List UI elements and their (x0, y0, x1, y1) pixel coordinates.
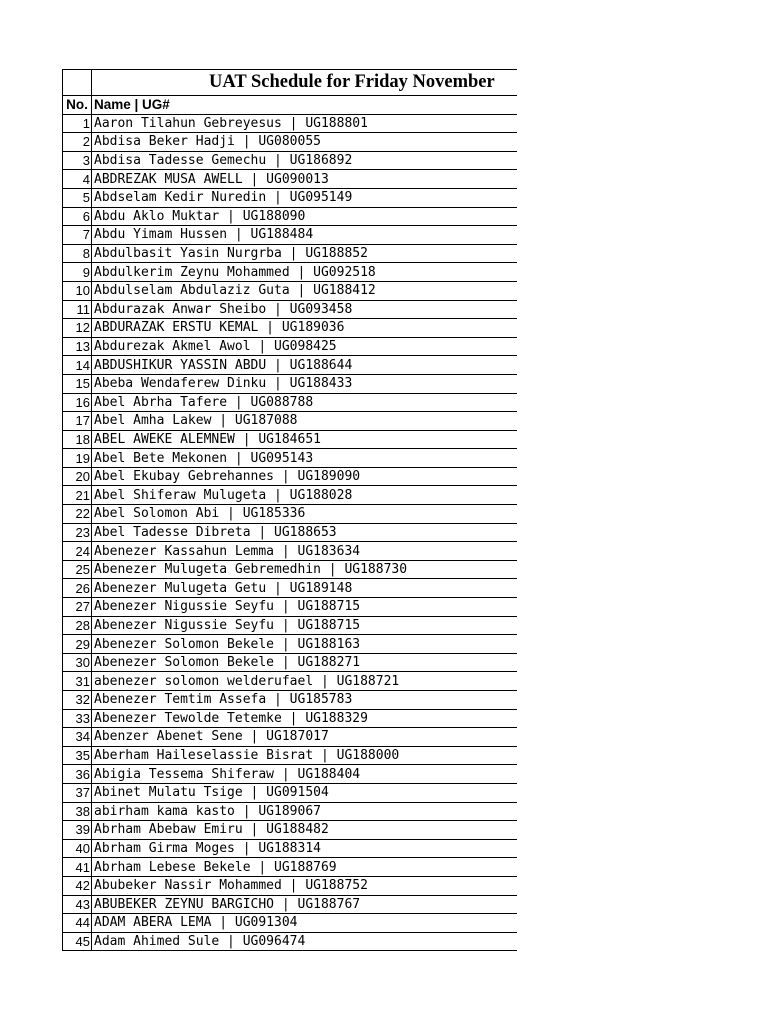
title-corner-cell (63, 70, 92, 96)
student-name-ug: Abubeker Nassir Mohammed | UG188752 (92, 876, 518, 895)
title-row (63, 70, 518, 96)
row-number: 43 (63, 895, 92, 914)
row-number: 22 (63, 505, 92, 524)
row-number: 20 (63, 467, 92, 486)
schedule-table (62, 69, 517, 951)
table-row (63, 337, 518, 356)
column-header-no: No. (63, 96, 92, 115)
row-number: 26 (63, 579, 92, 598)
table-row (63, 114, 518, 133)
student-name-ug: Abrham Lebese Bekele | UG188769 (92, 858, 518, 877)
table-row (63, 356, 518, 375)
row-number: 8 (63, 244, 92, 263)
table-row (63, 412, 518, 431)
row-number: 44 (63, 914, 92, 933)
table-row (63, 635, 518, 654)
student-name-ug: abirham kama kasto | UG189067 (92, 802, 518, 821)
student-name-ug: Abenezer Tewolde Tetemke | UG188329 (92, 709, 518, 728)
table-row (63, 616, 518, 635)
table-row (63, 263, 518, 282)
table-row (63, 207, 518, 226)
row-number: 16 (63, 393, 92, 412)
row-number: 17 (63, 412, 92, 431)
row-number: 21 (63, 486, 92, 505)
student-name-ug: ADAM ABERA LEMA | UG091304 (92, 914, 518, 933)
row-number: 5 (63, 188, 92, 207)
row-number: 32 (63, 691, 92, 710)
table-row (63, 560, 518, 579)
table-row (63, 746, 518, 765)
page-title: UAT Schedule for Friday November (92, 70, 518, 96)
table-row (63, 505, 518, 524)
student-name-ug: Abdurezak Akmel Awol | UG098425 (92, 337, 518, 356)
student-name-ug: Abdisa Beker Hadji | UG080055 (92, 133, 518, 152)
student-name-ug: Abenezer Nigussie Seyfu | UG188715 (92, 598, 518, 617)
row-number: 36 (63, 765, 92, 784)
table-row (63, 281, 518, 300)
row-number: 18 (63, 430, 92, 449)
student-name-ug: Abdurazak Anwar Sheibo | UG093458 (92, 300, 518, 319)
student-name-ug: Abenezer Temtim Assefa | UG185783 (92, 691, 518, 710)
row-number: 41 (63, 858, 92, 877)
student-name-ug: Abdulbasit Yasin Nurgrba | UG188852 (92, 244, 518, 263)
student-name-ug: Abdu Yimam Hussen | UG188484 (92, 226, 518, 245)
table-row (63, 226, 518, 245)
table-row (63, 876, 518, 895)
student-name-ug: Aaron Tilahun Gebreyesus | UG188801 (92, 114, 518, 133)
student-name-ug: Abel Shiferaw Mulugeta | UG188028 (92, 486, 518, 505)
student-name-ug: Abel Tadesse Dibreta | UG188653 (92, 523, 518, 542)
row-number: 42 (63, 876, 92, 895)
student-name-ug: Abenzer Abenet Sene | UG187017 (92, 728, 518, 747)
row-number: 39 (63, 821, 92, 840)
table-row (63, 932, 518, 951)
row-number: 35 (63, 746, 92, 765)
table-row (63, 802, 518, 821)
row-number: 9 (63, 263, 92, 282)
student-name-ug: ABDUSHIKUR YASSIN ABDU | UG188644 (92, 356, 518, 375)
table-row (63, 728, 518, 747)
table-row (63, 839, 518, 858)
row-number: 7 (63, 226, 92, 245)
student-name-ug: Abel Ekubay Gebrehannes | UG189090 (92, 467, 518, 486)
row-number: 4 (63, 170, 92, 189)
student-name-ug: Abdisa Tadesse Gemechu | UG186892 (92, 151, 518, 170)
student-name-ug: Abdulkerim Zeynu Mohammed | UG092518 (92, 263, 518, 282)
table-row (63, 914, 518, 933)
student-name-ug: Abel Bete Mekonen | UG095143 (92, 449, 518, 468)
student-name-ug: Abel Abrha Tafere | UG088788 (92, 393, 518, 412)
table-row (63, 691, 518, 710)
row-number: 14 (63, 356, 92, 375)
student-name-ug: Abdulselam Abdulaziz Guta | UG188412 (92, 281, 518, 300)
table-row (63, 579, 518, 598)
table-row (63, 672, 518, 691)
table-row (63, 374, 518, 393)
row-number: 27 (63, 598, 92, 617)
student-name-ug: Abeba Wendaferew Dinku | UG188433 (92, 374, 518, 393)
table-row (63, 151, 518, 170)
student-name-ug: Abel Solomon Abi | UG185336 (92, 505, 518, 524)
table-row (63, 188, 518, 207)
table-row (63, 133, 518, 152)
student-name-ug: Abdu Aklo Muktar | UG188090 (92, 207, 518, 226)
student-name-ug: Abrham Abebaw Emiru | UG188482 (92, 821, 518, 840)
student-name-ug: Abenezer Solomon Bekele | UG188271 (92, 653, 518, 672)
table-row (63, 709, 518, 728)
student-name-ug: Abinet Mulatu Tsige | UG091504 (92, 783, 518, 802)
row-number: 12 (63, 319, 92, 338)
table-row (63, 821, 518, 840)
table-row (63, 319, 518, 338)
row-number: 13 (63, 337, 92, 356)
row-number: 24 (63, 542, 92, 561)
row-number: 37 (63, 783, 92, 802)
table-row (63, 430, 518, 449)
student-name-ug: Abenezer Solomon Bekele | UG188163 (92, 635, 518, 654)
row-number: 1 (63, 114, 92, 133)
row-number: 19 (63, 449, 92, 468)
row-number: 29 (63, 635, 92, 654)
student-name-ug: ABEL AWEKE ALEMNEW | UG184651 (92, 430, 518, 449)
table-row (63, 486, 518, 505)
row-number: 23 (63, 523, 92, 542)
table-row (63, 895, 518, 914)
row-number: 2 (63, 133, 92, 152)
row-number: 34 (63, 728, 92, 747)
table-row (63, 170, 518, 189)
student-name-ug: Abel Amha Lakew | UG187088 (92, 412, 518, 431)
student-name-ug: Aberham Haileselassie Bisrat | UG188000 (92, 746, 518, 765)
student-name-ug: Abenezer Mulugeta Gebremedhin | UG188730 (92, 560, 518, 579)
table-row (63, 542, 518, 561)
table-row (63, 783, 518, 802)
table-row (63, 653, 518, 672)
table-row (63, 449, 518, 468)
column-header-name: Name | UG# (92, 96, 518, 115)
student-name-ug: ABUBEKER ZEYNU BARGICHO | UG188767 (92, 895, 518, 914)
row-number: 15 (63, 374, 92, 393)
table-row (63, 523, 518, 542)
table-row (63, 765, 518, 784)
row-number: 45 (63, 932, 92, 951)
row-number: 31 (63, 672, 92, 691)
table-row (63, 300, 518, 319)
schedule-sheet (62, 69, 517, 951)
table-row (63, 244, 518, 263)
row-number: 3 (63, 151, 92, 170)
student-name-ug: ABDREZAK MUSA AWELL | UG090013 (92, 170, 518, 189)
student-name-ug: abenezer solomon welderufael | UG188721 (92, 672, 518, 691)
table-row (63, 858, 518, 877)
row-number: 28 (63, 616, 92, 635)
table-row (63, 598, 518, 617)
row-number: 11 (63, 300, 92, 319)
row-number: 33 (63, 709, 92, 728)
row-number: 25 (63, 560, 92, 579)
row-number: 6 (63, 207, 92, 226)
student-name-ug: Abdselam Kedir Nuredin | UG095149 (92, 188, 518, 207)
student-name-ug: Abenezer Mulugeta Getu | UG189148 (92, 579, 518, 598)
student-name-ug: Abigia Tessema Shiferaw | UG188404 (92, 765, 518, 784)
header-row (63, 96, 518, 115)
row-number: 10 (63, 281, 92, 300)
row-number: 38 (63, 802, 92, 821)
table-row (63, 467, 518, 486)
student-name-ug: Abenezer Nigussie Seyfu | UG188715 (92, 616, 518, 635)
student-name-ug: Abenezer Kassahun Lemma | UG183634 (92, 542, 518, 561)
student-name-ug: Abrham Girma Moges | UG188314 (92, 839, 518, 858)
row-number: 30 (63, 653, 92, 672)
table-row (63, 393, 518, 412)
student-name-ug: Adam Ahimed Sule | UG096474 (92, 932, 518, 951)
student-name-ug: ABDURAZAK ERSTU KEMAL | UG189036 (92, 319, 518, 338)
row-number: 40 (63, 839, 92, 858)
